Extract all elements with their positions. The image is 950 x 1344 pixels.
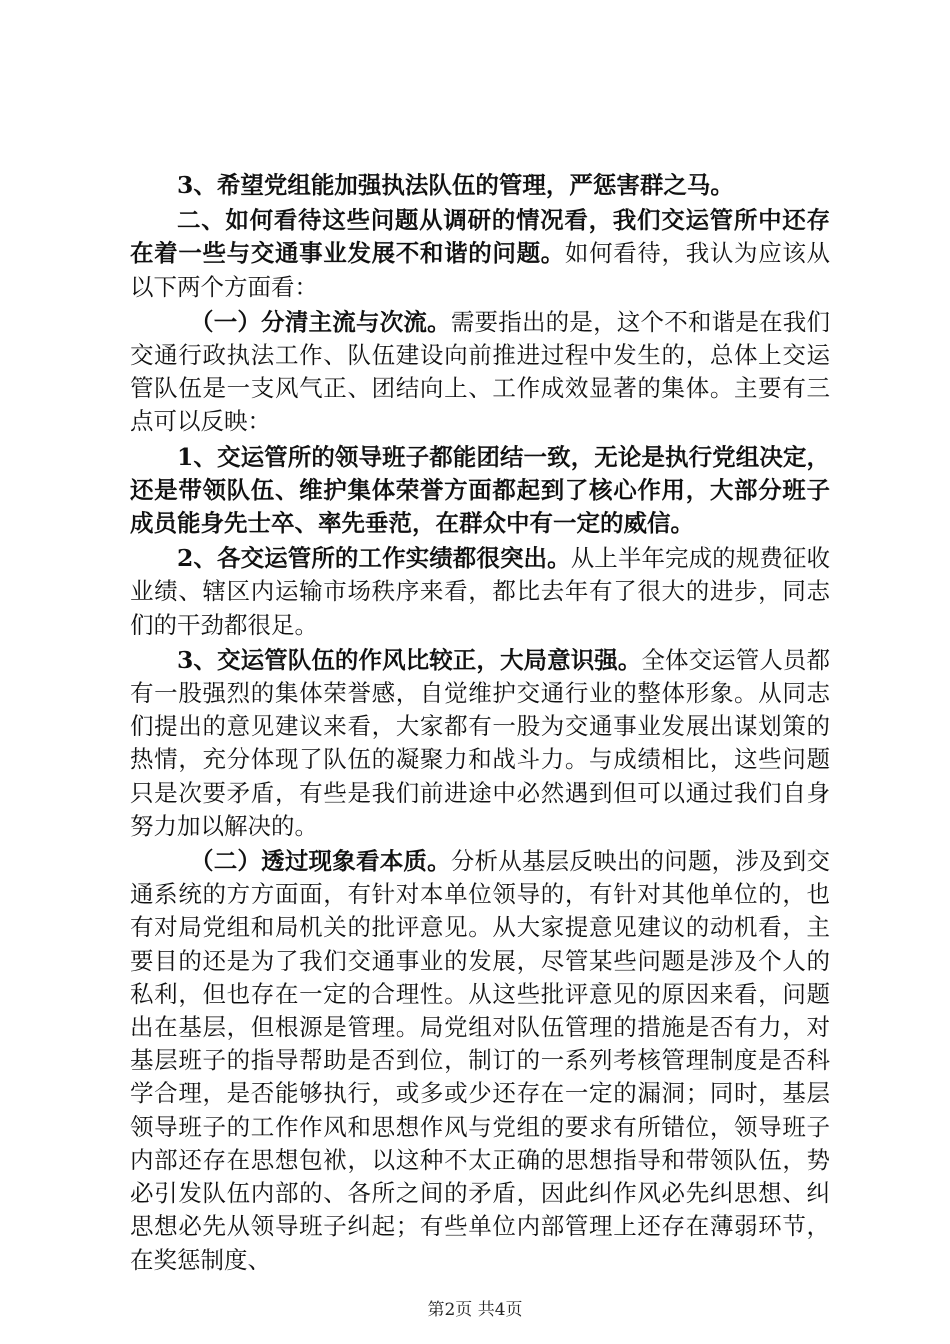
paragraph-2-bold-text: 二、如何看待这些问题从调研的情况看，我们交运管所中还存在着一些与交通事业发展不和谐的问题。: [130, 206, 830, 268]
paragraph-6: [130, 644, 830, 843]
paragraph-7-bold-text: （二）透过现象看本质。: [190, 847, 451, 876]
paragraph-7-text: 分析从基层反映出的问题，涉及到交通系统的方方面面，有针对本单位领导的，有针对其他单位的，也有对局党组和局机关的批评意见。从大家提意见建议的动机看，主要目的还是为了我们交通事业的发展，尽管某些问题是涉及个人的私利，但也存在一定的合理性。从这些批评意见的原因来看，问题出在基层，但根源是管理。局党组对队伍管理的措施是否有力，对基层班子的指导帮助是否到位，制订的一系列考核管理制度是否科学合理，是否能够执行，或多或少还存在一定的漏洞；同时，基层领导班子的工作作风和思想作风与党组的要求有所错位，领导班子内部还存在思想包袱，以这种不太正确的思想指导和带领队伍，势必引发队伍内部的、各所之间的矛盾，因此纠作风必先纠思想、纠思想必先从领导班子纠起；有些单位内部管理上还存在薄弱环节，在奖惩制度、: [130, 847, 831, 1274]
paragraph-1-bold-text: 3、希望党组能加强执法队伍的管理，严惩害群之马。: [177, 171, 734, 199]
paragraph-3-text: 需要指出的是，这个不和谐是在我们交通行政执法工作、队伍建设向前推进过程中发生的，总体上交运管队伍是一支风气正、团结向上、工作成效显著的集体。主要有三点可以反映：: [130, 307, 831, 436]
paragraph-5: [130, 542, 830, 642]
paragraph-5-text: 从上半年完成的规费征收业绩、辖区内运输市场秩序来看，都比去年有了很大的进步，同志们的干劲都很足。: [130, 544, 830, 639]
paragraph-2-text: 如何看待，我认为应该从以下两个方面看：: [130, 239, 831, 301]
paragraph-4: [130, 441, 830, 541]
paragraph-6-bold-text: 3、交运管队伍的作风比较正，大局意识强。: [177, 645, 642, 674]
paragraph-4-bold-text: 1、交运管所的领导班子都能团结一致，无论是执行党组决定，还是带领队伍、维护集体荣誉方面都起到了核心作用，大部分班子成员能身先士卒、率先垂范，在群众中有一定的威信。: [130, 442, 830, 538]
paragraph-2: [130, 204, 830, 304]
page-number-footer: 第2页 共4页: [427, 1300, 523, 1320]
paragraph-7: [130, 845, 830, 1277]
paragraph-3-bold-text: （一）分清主流与次流。: [190, 307, 451, 336]
paragraph-3: [130, 306, 830, 439]
document-body: [130, 169, 830, 1279]
paragraph-5-bold-text: 2、各交运管所的工作实绩都很突出。: [177, 544, 571, 573]
paragraph-6-text: 全体交运管人员都有一股强烈的集体荣誉感，自觉维护交通行业的整体形象。从同志们提出的意见建议来看，大家都有一股为交通事业发展出谋划策的热情，充分体现了队伍的凝聚力和战斗力。与成绩相比，这些问题只是次要矛盾，有些是我们前进途中必然遇到但可以通过我们自身努力加以解决的。: [130, 645, 830, 840]
paragraph-1: [130, 169, 830, 202]
